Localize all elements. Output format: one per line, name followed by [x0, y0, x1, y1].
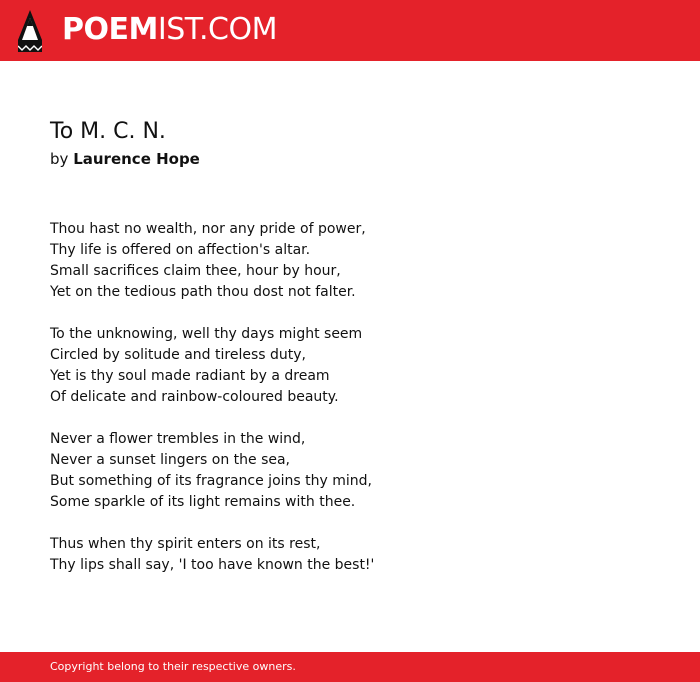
poem-stanza: [50, 219, 650, 303]
poem-line: Circled by solitude and tireless duty,: [50, 347, 306, 363]
logo-light-text: IST.COM: [157, 12, 277, 47]
poem-stanza: [50, 429, 650, 513]
poem-body: [50, 219, 650, 576]
poem-line: Thou hast no wealth, nor any pride of power,: [50, 221, 366, 237]
poem-stanza: [50, 324, 650, 408]
poem-line: Thus when thy spirit enters on its rest,: [50, 536, 321, 552]
poem-line: Yet on the tedious path thou dost not falter.: [50, 284, 356, 300]
copyright-notice: Copyright belong to their respective owners.: [50, 660, 296, 673]
byline: [50, 149, 650, 169]
site-logo[interactable]: [62, 12, 277, 48]
by-label: by: [50, 150, 69, 168]
poem-line: Some sparkle of its light remains with thee.: [50, 494, 356, 510]
author-name: Laurence Hope: [73, 150, 200, 168]
site-footer: [0, 652, 700, 682]
pencil-logo-icon[interactable]: [18, 10, 42, 52]
poem-stanza: [50, 534, 650, 576]
poem-line: Small sacrifices claim thee, hour by hour,: [50, 263, 341, 279]
poem-line: Of delicate and rainbow-coloured beauty.: [50, 389, 339, 405]
poem-line: Never a flower trembles in the wind,: [50, 431, 306, 447]
poem-line: Never a sunset lingers on the sea,: [50, 452, 291, 468]
poem-line: Thy life is offered on affection's altar.: [50, 242, 311, 258]
poem-line: Thy lips shall say, 'I too have known the best!': [50, 557, 375, 573]
poem-content: [50, 118, 650, 597]
poem-line: Yet is thy soul made radiant by a dream: [50, 368, 330, 384]
poem-line: To the unknowing, well thy days might seem: [50, 326, 363, 342]
poem-line: But something of its fragrance joins thy mind,: [50, 473, 372, 489]
site-header: [0, 0, 700, 61]
logo-bold-text: POEM: [62, 12, 158, 47]
poem-title: To M. C. N.: [50, 119, 166, 144]
